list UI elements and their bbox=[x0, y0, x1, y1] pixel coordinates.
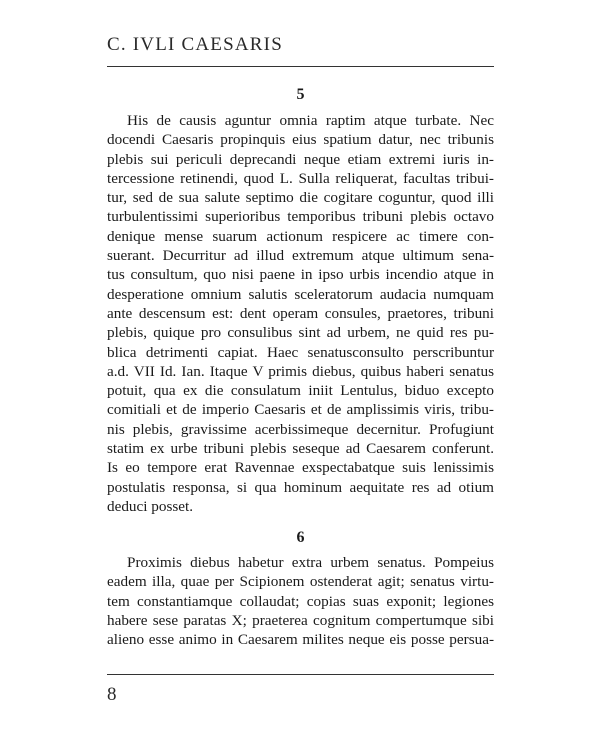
running-head: C. IVLI CAESARIS bbox=[107, 34, 283, 55]
text-line: potuit, qua ex die consulatum iniit Lentulus, biduo excepto bbox=[107, 382, 494, 400]
text-line: suerant. Decurritur ad illud extremum atque ultimum sena- bbox=[107, 247, 494, 265]
text-line: comitiali et de imperio Caesaris et de amplissimis viris, tribu- bbox=[107, 401, 494, 419]
text-line: tem constantiamque collaudat; copias suas exponit; legiones bbox=[107, 592, 494, 610]
text-line: denique mense suarum actionum respicere ac timere con- bbox=[107, 227, 494, 245]
text-line: desperatione omnium salutis sceleratorum audacia numquam bbox=[107, 285, 494, 303]
text-line: deduci posset. bbox=[107, 497, 194, 515]
text-line: Proximis diebus habetur extra urbem senatus. Pompeius bbox=[127, 554, 494, 571]
text-line: alieno esse animo in Caesarem milites neque eis posse persua- bbox=[107, 631, 494, 649]
text-line: a.d. VII Id. Ian. Itaque V primis diebus, quibus haberi senatus bbox=[107, 362, 494, 380]
chapter-number-5: 5 bbox=[296, 86, 305, 103]
page-number: 8 bbox=[107, 684, 117, 705]
text-line: nis plebis, gravissime acerbissimeque decernitur. Profugiunt bbox=[107, 420, 494, 438]
header-rule bbox=[107, 66, 494, 67]
text-line: ante descensum est: dent operam consules, praetores, tribuni bbox=[107, 304, 494, 322]
chapter-6-text bbox=[107, 553, 494, 649]
text-line: His de causis aguntur omnia raptim atque turbate. Nec bbox=[127, 112, 494, 129]
text-line: postulatis responsa, si qua hominum aequitate res ad otium bbox=[107, 478, 494, 496]
text-line: plebis sui periculi deprecandi neque etiam extremi iuris in- bbox=[107, 150, 494, 168]
footer-rule bbox=[107, 674, 494, 675]
chapter-5-text bbox=[107, 111, 494, 516]
text-line: tur, sed de sua salute septimo die cogitare coguntur, quod illi bbox=[107, 189, 494, 207]
text-line: eadem illa, quae per Scipionem ostenderat agit; senatus virtu- bbox=[107, 573, 494, 591]
text-line: blica detrimenti capiat. Haec senatusconsulto perscribuntur bbox=[107, 343, 494, 361]
text-line: plebis, quique pro consulibus sint ad urbem, ne quid res pu- bbox=[107, 324, 494, 342]
text-line: Is eo tempore erat Ravennae exspectabatque suis lenissimis bbox=[107, 459, 494, 477]
text-line: habere sese paratas X; praeterea cognitum compertumque sibi bbox=[107, 611, 494, 629]
text-line: statim ex urbe tribuni plebis seseque ad Caesarem conferunt. bbox=[107, 440, 494, 458]
chapter-number-6: 6 bbox=[296, 529, 305, 546]
text-line: tus consultum, quo nisi paene in ipso urbis incendio atque in bbox=[107, 266, 494, 284]
text-line: docendi Caesaris propinquis eius spatium datur, nec tribunis bbox=[107, 131, 494, 149]
text-line: tercessione retinendi, quod L. Sulla reliquerat, facultas tribui- bbox=[107, 169, 494, 187]
text-line: turbulentissimi superioribus temporibus tribuni plebis octavo bbox=[107, 208, 494, 226]
